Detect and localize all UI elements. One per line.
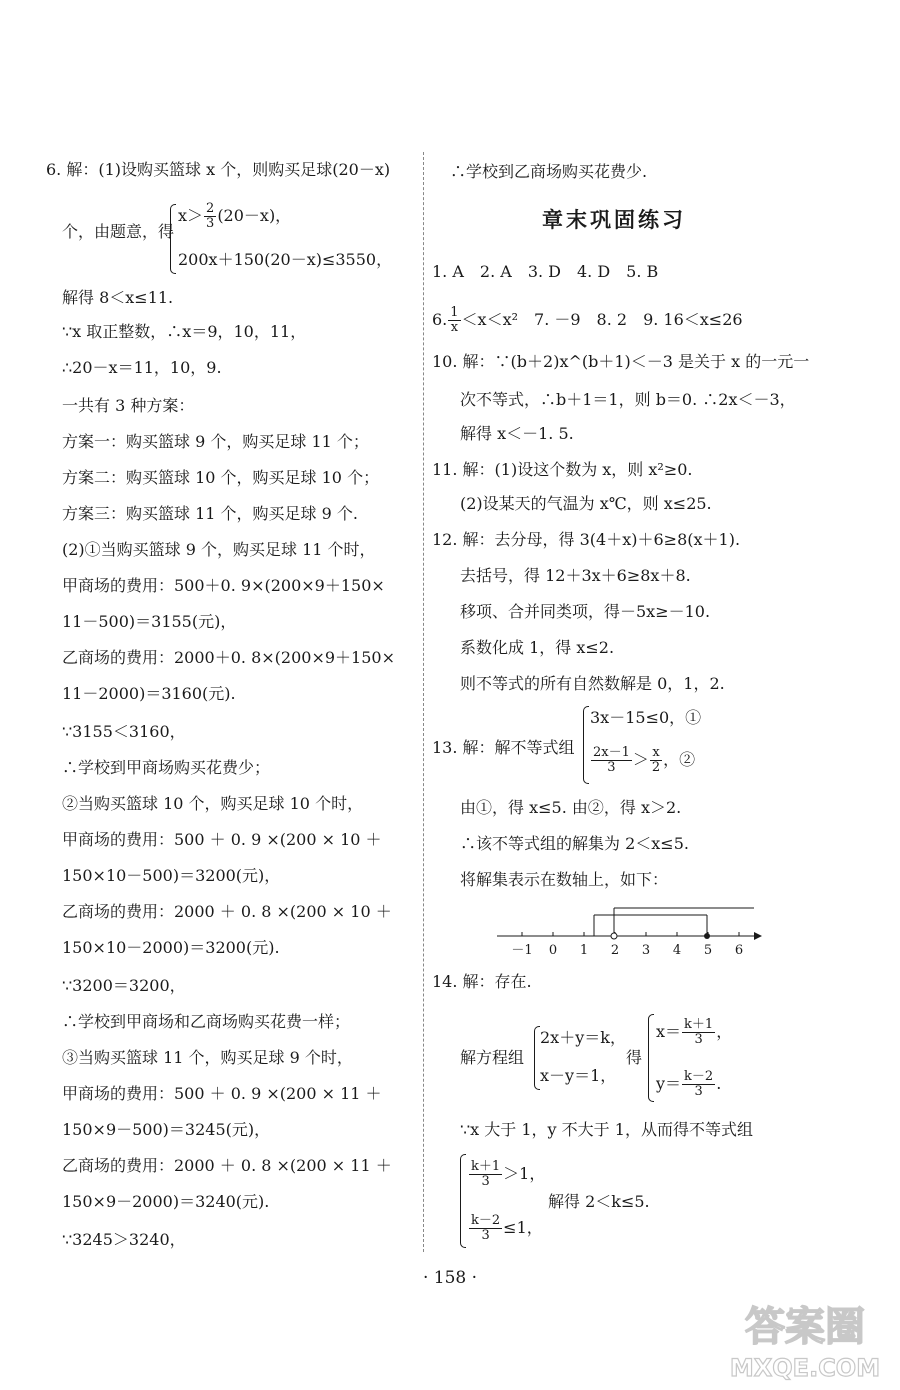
q14-get: 得: [626, 1048, 643, 1067]
open-point-2: [611, 933, 617, 939]
text-line: ∴学校到甲商场购买花费少；: [62, 758, 271, 777]
q6-line-2: 个，由题意，得: [62, 222, 175, 241]
answers-1-5: 1. A 2. A 3. D 4. D 5. B: [432, 262, 659, 281]
text-line: 乙商场的费用：2000＋0. 8×(200×9＋150×: [62, 648, 395, 667]
fraction: $\frac{k+1}{3}$: [471, 1159, 501, 1189]
q10-line-3: 解得 x＜－1. 5.: [460, 424, 574, 443]
brace: [170, 204, 176, 274]
text-line: ③当购买篮球 11 个，购买足球 9 个时，: [62, 1048, 353, 1067]
text-line: ∴20－x＝11，10，9.: [62, 358, 222, 377]
q14-ineq-1: $\frac{k+1}{3}$ ＞1，: [471, 1159, 546, 1189]
answers-6-9: 6. $\frac{1}{x}$ ＜x＜x² 7. －9 8. 2 9. 16＜x≤26: [432, 305, 743, 335]
fraction: $\frac{2x-1}{3}$: [593, 745, 630, 775]
text-line: 解得 8＜x≤11.: [62, 288, 174, 307]
text-line: ∴学校到乙商场购买花费少.: [450, 162, 648, 181]
text-line: 甲商场的费用：500 ＋ 0. 9 ×(200 × 11 ＋: [62, 1084, 382, 1103]
q11-line-2: (2)设某天的气温为 x℃，则 x≤25.: [460, 494, 712, 513]
axis-tick-label: －1: [511, 943, 533, 958]
page-number: · 158 ·: [422, 1268, 478, 1288]
fraction: $\frac{k+1}{3}$: [684, 1017, 714, 1047]
q11-line-1: 11. 解：(1)设这个数为 x，则 x²≥0.: [432, 460, 693, 479]
q14-eq-2: x－y＝1，: [540, 1066, 617, 1085]
q6-system-row-2: 200x＋150(20－x)≤3550，: [178, 250, 393, 269]
text-line: 11－500)＝3155(元)，: [62, 612, 237, 631]
fraction: $\frac{x}{2}$: [651, 745, 661, 775]
brace: [583, 706, 589, 784]
axis-tick-label: 4: [672, 943, 682, 958]
brace: [460, 1154, 466, 1248]
q12-line-1: 12. 解：去分母，得 3(4＋x)＋6≥8(x＋1).: [432, 530, 741, 549]
q10-line-1: 10. 解：∵(b＋2)x^(b＋1)＜－3 是关于 x 的一元一: [432, 352, 810, 371]
text-line: 甲商场的费用：500 ＋ 0. 9 ×(200 × 10 ＋: [62, 830, 382, 849]
axis-tick-label: 3: [641, 943, 651, 958]
q12-line-2: 去括号，得 12＋3x＋6≥8x＋8.: [460, 566, 691, 585]
q13-system-row-2: $\frac{2x-1}{3}$ ＞ $\frac{x}{2}$ ，②: [593, 745, 696, 775]
watermark-text: 答案圈: [745, 1304, 865, 1350]
axis-tick-label: 0: [548, 943, 558, 958]
q14-line-1: 14. 解：存在.: [432, 972, 532, 991]
text-line: (2)①当购买篮球 9 个，购买足球 11 个时，: [62, 540, 376, 559]
q6-line-1: 6. 解：(1)设购买篮球 x 个，则购买足球(20－x): [46, 160, 391, 179]
q12-line-3: 移项、合并同类项，得－5x≥－10.: [460, 602, 711, 621]
text-line: 乙商场的费用：2000 ＋ 0. 8 ×(200 × 11 ＋: [62, 1156, 392, 1175]
fraction: $\frac{k-2}{3}$: [684, 1069, 714, 1099]
q13-line-3: ∴该不等式组的解集为 2＜x≤5.: [460, 834, 689, 853]
q14-solve-label: 解方程组: [460, 1048, 525, 1067]
text-line: 乙商场的费用：2000 ＋ 0. 8 ×(200 × 10 ＋: [62, 902, 392, 921]
watermark-logo: [720, 1290, 890, 1385]
text-line: ②当购买篮球 10 个，购买足球 10 个时，: [62, 794, 364, 813]
text-line: 11－2000)＝3160(元).: [62, 684, 236, 703]
watermark-url: MXQE.COM: [729, 1354, 881, 1382]
text-line: ∵x 取正整数，∴x＝9，10，11，: [62, 322, 307, 341]
q14-line-2: ∵x 大于 1，y 不大于 1，从而得不等式组: [460, 1120, 753, 1139]
q14-eq-1: 2x＋y＝k，: [540, 1028, 626, 1047]
axis-tick-label: 1: [579, 943, 589, 958]
text-line: ∵3245＞3240，: [62, 1230, 186, 1249]
text-line: 一共有 3 种方案：: [62, 396, 195, 415]
axis-tick-label: 2: [610, 943, 620, 958]
q13-system-row-1: 3x－15≤0，①: [590, 708, 702, 727]
axis-arrow: [754, 932, 762, 940]
text-line: 方案三：购买篮球 11 个，购买足球 9 个.: [62, 504, 358, 523]
q13-label: 13. 解：解不等式组: [432, 738, 575, 757]
axis-tick-label: 5: [703, 943, 713, 958]
brace: [648, 1014, 654, 1102]
column-divider: [423, 152, 424, 1252]
text-line: ∵3155＜3160，: [62, 722, 186, 741]
fraction: $\frac{2}{3}$: [206, 201, 215, 231]
q12-line-5: 则不等式的所有自然数解是 0，1，2.: [460, 674, 725, 693]
closed-point-5: [704, 933, 710, 939]
text-line: 方案一：购买篮球 9 个，购买足球 11 个；: [62, 432, 369, 451]
fraction: $\frac{1}{x}$: [450, 305, 459, 335]
text-line: 150×10－500)＝3200(元)，: [62, 866, 281, 885]
text-line: 150×9－2000)＝3240(元).: [62, 1192, 270, 1211]
q14-ineq-2: $\frac{k-2}{3}$ ≤1，: [471, 1213, 543, 1243]
axis-tick-label: 6: [734, 943, 744, 958]
q13-line-2: 由①，得 x≤5. 由②，得 x＞2.: [460, 798, 682, 817]
q13-line-4: 将解集表示在数轴上，如下：: [460, 870, 669, 889]
q6-system-row-1: x＞ $\frac{2}{3}$ (20－x)，: [178, 201, 292, 231]
section-title: 章末巩固练习: [542, 208, 686, 232]
q14-result-x: x＝ $\frac{k+1}{3}$ ，: [656, 1017, 733, 1047]
text-line: ∴学校到甲商场和乙商场购买花费一样；: [62, 1012, 351, 1031]
text-line: 150×9－500)＝3245(元)，: [62, 1120, 271, 1139]
fraction: $\frac{k-2}{3}$: [471, 1213, 501, 1243]
text-line: 150×10－2000)＝3200(元).: [62, 938, 280, 957]
q14-solution: 解得 2＜k≤5.: [548, 1192, 650, 1211]
q14-result-y: y＝ $\frac{k-2}{3}$ .: [656, 1069, 722, 1099]
q12-line-4: 系数化成 1，得 x≤2.: [460, 638, 615, 657]
number-line: [492, 898, 762, 968]
q10-line-2: 次不等式，∴b＋1＝1，则 b＝0. ∴2x＜－3，: [460, 390, 796, 409]
text-line: 方案二：购买篮球 10 个，购买足球 10 个；: [62, 468, 380, 487]
text-line: 甲商场的费用：500＋0. 9×(200×9＋150×: [62, 576, 385, 595]
text-line: ∵3200＝3200，: [62, 976, 186, 995]
